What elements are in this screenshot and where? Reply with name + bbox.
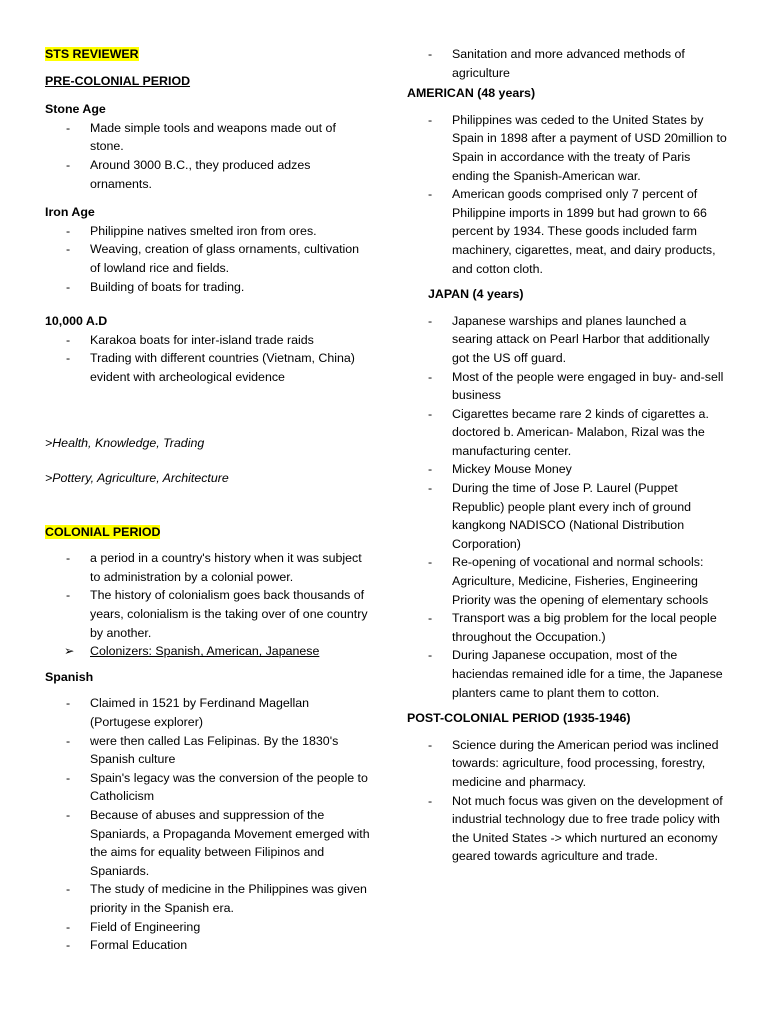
list-item: - Formal Education: [45, 936, 370, 955]
colonial-list: [45, 549, 370, 661]
list-item: - During Japanese occupation, most of the haciendas remained idle for a time, the Japanese planters came to plant them to cotton.: [407, 646, 727, 702]
list-item: - Transport was a big problem for the local people throughout the Occupation.): [407, 609, 727, 646]
note-pottery-agriculture-architecture: >Pottery, Agriculture, Architecture: [45, 471, 229, 486]
left-column: [45, 45, 370, 955]
list-item: - Because of abuses and suppression of the Spaniards, a Propaganda Movement emerged with the aims for equality between Filipinos and Spaniards.: [45, 806, 370, 880]
list-item: - Most of the people were engaged in buy- and-sell business: [407, 368, 727, 405]
list-item: - Trading with different countries (Vietnam, China) evident with archeological evidence: [45, 349, 370, 386]
list-item: - Made simple tools and weapons made out of stone.: [45, 119, 370, 156]
list-item: - Karakoa boats for inter-island trade raids: [45, 331, 370, 350]
list-item: - American goods comprised only 7 percent of Philippine imports in 1899 but had grown to 66 percent by 1934. These goods included farm machinery, cigarettes, meat, and dairy products, and cotton cloth.: [407, 185, 727, 278]
japan-list: [407, 312, 727, 702]
precolonial-heading: PRE-COLONIAL PERIOD: [45, 73, 191, 88]
postcolonial-list: [407, 736, 727, 866]
list-item: - Science during the American period was inclined towards: agriculture, food processing, forestry, medicine and pharmacy.: [407, 736, 727, 792]
list-item: - During the time of Jose P. Laurel (Puppet Republic) people plant every inch of ground kangkong NADISCO (National Distribution Corporation): [407, 479, 727, 553]
list-item: - Philippine natives smelted iron from ores.: [45, 222, 370, 241]
list-item: - Not much focus was given on the development of industrial technology due to free trade policy with the United States -> which nurtured an economy geared towards agriculture and trade.: [407, 792, 727, 866]
american-list: [407, 111, 727, 278]
ad10000-heading: 10,000 A.D: [45, 314, 108, 329]
list-item: - Building of boats for trading.: [45, 278, 370, 297]
right-column: [407, 45, 727, 866]
list-item: - The history of colonialism goes back thousands of years, colonialism is the taking over of one country by another.: [45, 586, 370, 642]
postcolonial-heading: POST-COLONIAL PERIOD (1935-1946): [407, 711, 631, 726]
stone-age-list: [45, 119, 370, 193]
list-item: - Philippines was ceded to the United States by Spain in 1898 after a payment of USD 20million to Spain in accordance with the treaty of Paris ending the Spanish-American war.: [407, 111, 727, 185]
american-heading: AMERICAN (48 years): [407, 86, 536, 101]
list-item: - Spain's legacy was the conversion of the people to Catholicism: [45, 769, 370, 806]
list-item: - a period in a country's history when it was subject to administration by a colonial power.: [45, 549, 370, 586]
note-health-knowledge-trading: >Health, Knowledge, Trading: [45, 435, 205, 450]
spanish-continued-list: [407, 45, 727, 82]
japan-heading: JAPAN (4 years): [428, 287, 524, 302]
iron-age-heading: Iron Age: [45, 205, 95, 220]
list-item: - were then called Las Felipinas. By the 1830's Spanish culture: [45, 732, 370, 769]
list-item: - Cigarettes became rare 2 kinds of cigarettes a. doctored b. American- Malabon, Rizal was the manufacturing center.: [407, 405, 727, 461]
spanish-list: [45, 694, 370, 954]
iron-age-list: [45, 222, 370, 296]
list-item: - Mickey Mouse Money: [407, 460, 727, 479]
list-item: - Sanitation and more advanced methods of agriculture: [407, 45, 727, 82]
stone-age-heading: Stone Age: [45, 102, 106, 117]
list-item: - Claimed in 1521 by Ferdinand Magellan (Portugese explorer): [45, 694, 370, 731]
list-item: - The study of medicine in the Philippines was given priority in the Spanish era.: [45, 880, 370, 917]
spanish-heading: Spanish: [45, 669, 94, 684]
list-item: - Weaving, creation of glass ornaments, cultivation of lowland rice and fields.: [45, 240, 370, 277]
document-title: STS REVIEWER: [45, 47, 139, 61]
list-item: - Re-opening of vocational and normal schools: Agriculture, Medicine, Fisheries, Engineering Priority was the opening of elementary schools: [407, 553, 727, 609]
list-item: - Around 3000 B.C., they produced adzes ornaments.: [45, 156, 370, 193]
list-item: - Field of Engineering: [45, 918, 370, 937]
list-item: - Japanese warships and planes launched a searing attack on Pearl Harbor that additionally got the US off guard.: [407, 312, 727, 368]
colonial-heading: COLONIAL PERIOD: [45, 524, 161, 539]
colonizers-item: ➢ Colonizers: Spanish, American, Japanese: [45, 642, 370, 661]
ad10000-list: [45, 331, 370, 387]
